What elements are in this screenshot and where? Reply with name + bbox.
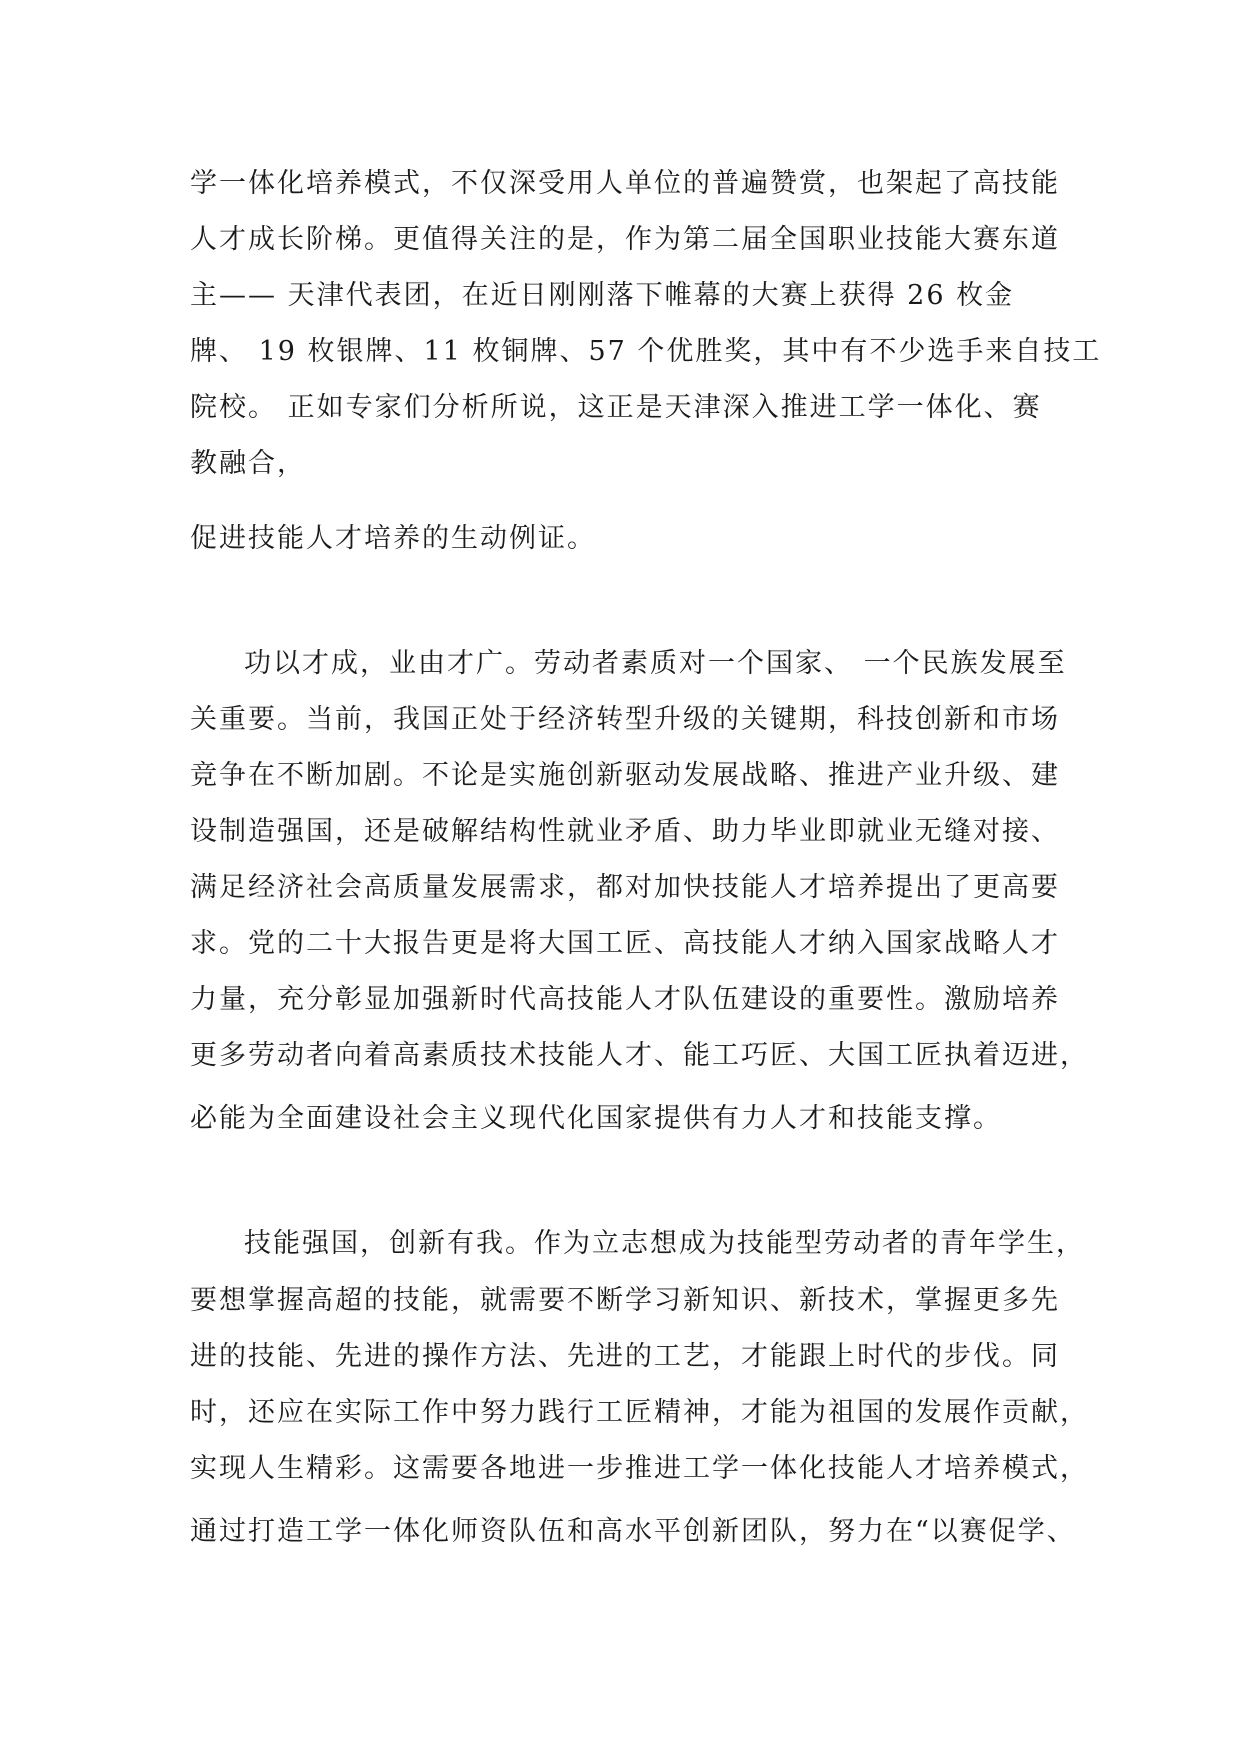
paragraph-1-line-5: 院校。 正如专家们分析所说，这正是天津深入推进工学一体化、赛: [190, 392, 1042, 423]
paragraph-2-line-3: 竞争在不断加剧。不论是实施创新驱动发展战略、推进产业升级、建: [190, 760, 1060, 791]
paragraph-2-line-7: 力量，充分彰显加强新时代高技能人才队伍建设的重要性。激励培养: [190, 984, 1060, 1015]
paragraph-3-line-1: 技能强国，创新有我。作为立志想成为技能型劳动者的青年学生，: [244, 1228, 1085, 1259]
paragraph-3-line-4: 时，还应在实际工作中努力践行工匠精神，才能为祖国的发展作贡献，: [190, 1397, 1089, 1428]
paragraph-1-line-1: 学一体化培养模式，不仅深受用人单位的普遍赞赏，也架起了高技能: [190, 168, 1060, 199]
paragraph-2-line-2: 关重要。当前，我国正处于经济转型升级的关键期，科技创新和市场: [190, 704, 1060, 735]
paragraph-3-line-2: 要想掌握高超的技能，就需要不断学习新知识、新技术，掌握更多先: [190, 1285, 1060, 1316]
paragraph-1-line-3: 主—— 天津代表团，在近日刚刚落下帷幕的大赛上获得 26 枚金: [190, 280, 1015, 311]
paragraph-1-line-6: 教融合，: [190, 448, 306, 479]
paragraph-2-line-4: 设制造强国，还是破解结构性就业矛盾、助力毕业即就业无缝对接、: [190, 816, 1060, 847]
paragraph-3-line-6: 通过打造工学一体化师资队伍和高水平创新团队，努力在“以赛促学、: [190, 1516, 1076, 1547]
paragraph-2-line-1: 功以才成，业由才广。劳动者素质对一个国家、 一个民族发展至: [244, 648, 1067, 679]
paragraph-1-line-2: 人才成长阶梯。更值得关注的是，作为第二届全国职业技能大赛东道: [190, 224, 1060, 255]
paragraph-2-line-8: 更多劳动者向着高素质技术技能人才、能工巧匠、大国工匠执着迈进，: [190, 1040, 1089, 1071]
paragraph-1-line-7: 促进技能人才培养的生动例证。: [190, 523, 596, 554]
paragraph-2-line-5: 满足经济社会高质量发展需求，都对加快技能人才培养提出了更高要: [190, 872, 1060, 903]
paragraph-2-line-6: 求。党的二十大报告更是将大国工匠、高技能人才纳入国家战略人才: [190, 928, 1060, 959]
paragraph-3-line-3: 进的技能、先进的操作方法、先进的工艺，才能跟上时代的步伐。同: [190, 1341, 1060, 1372]
paragraph-1-line-4: 牌、 19 枚银牌、11 枚铜牌、57 个优胜奖，其中有不少选手来自技工: [190, 336, 1102, 367]
paragraph-2-line-9: 必能为全面建设社会主义现代化国家提供有力人才和技能支撑。: [190, 1103, 1002, 1134]
paragraph-3-line-5: 实现人生精彩。这需要各地进一步推进工学一体化技能人才培养模式，: [190, 1453, 1089, 1484]
